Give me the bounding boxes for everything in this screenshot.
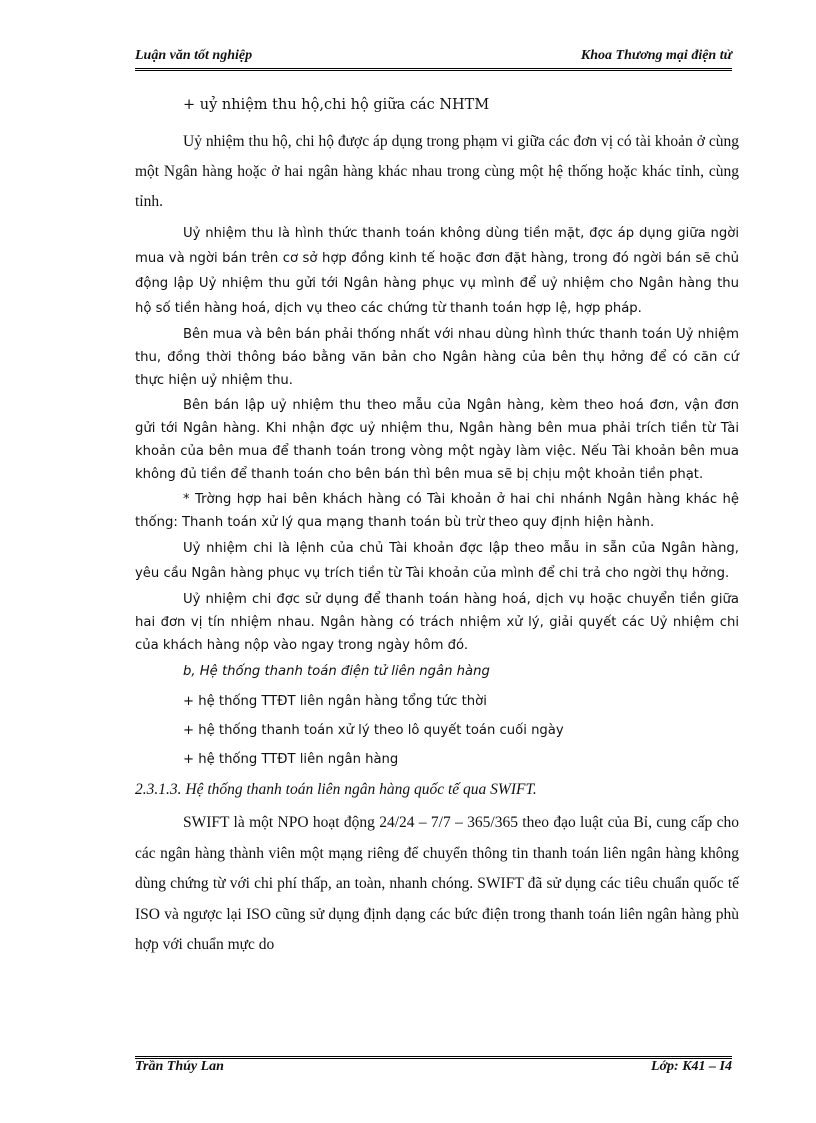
page-body	[135, 92, 739, 961]
page-header	[135, 48, 732, 70]
paragraph-collection-definition: Uỷ nhiệm thu là hình thức thanh toán không dùng tiền mặt, đợc áp dụng giữa ngời mua và ngời bán trên cơ sở hợp đồng kinh tế hoặc đơn đặt hàng, trong đó ngời bán sẽ chủ động lập Uỷ nhiệm thu gửi tới Ngân hàng phục vụ mình để uỷ nhiệm cho Ngân hàng thu hộ số tiền hàng hoá, dịch vụ theo các chứng từ thanh toán hợp lệ, hợp pháp.	[135, 226, 739, 316]
paragraph-collection-process: Bên bán lập uỷ nhiệm thu theo mẫu của Ngân hàng, kèm theo hoá đơn, vận đơn gửi tới Ngân hàng. Khi nhận đợc uỷ nhiệm thu, Ngân hàng bên mua phải trích tiền từ Tài khoản của bên mua để thanh toán trong vòng một ngày làm việc. Nếu Tài khoản bên mua không đủ tiền để thanh toán cho bên bán thì bên mua sẽ bị chịu một khoản tiền phạt.	[135, 398, 739, 482]
paragraph-payment-order-definition: Uỷ nhiệm chi là lệnh của chủ Tài khoản đợc lập theo mẫu in sẵn của Ngân hàng, yêu cầu Ngân hàng phục vụ trích tiền từ Tài khoản của mình để chi trả cho ngời thụ hởng.	[135, 541, 739, 581]
subsection-heading-b: b, Hệ thống thanh toán điện tử liên ngân hàng	[183, 664, 490, 679]
header-faculty: Khoa Thương mại điện tử	[580, 48, 732, 63]
paragraph-different-systems: * Trờng hợp hai bên khách hàng có Tài khoản ở hai chi nhánh Ngân hàng khác hệ thống: Thanh toán xử lý qua mạng thanh toán bù trừ theo quy định hiện hành.	[135, 492, 739, 530]
bullet-interbank-system: + hệ thống TTĐT liên ngân hàng	[183, 752, 399, 767]
bullet-batch-settlement: + hệ thống thanh toán xử lý theo lô quyết toán cuối ngày	[183, 723, 564, 738]
footer-author: Trần Thúy Lan	[135, 1059, 224, 1074]
bullet-collection-payment: + uỷ nhiệm thu hộ,chi hộ giữa các NHTM	[183, 97, 490, 113]
bullet-rtgs: + hệ thống TTĐT liên ngân hàng tổng tức thời	[183, 694, 487, 709]
paragraph-swift: SWIFT là một NPO hoạt động 24/24 – 7/7 – 365/365 theo đạo luật của Bỉ, cung cấp cho các ngân hàng thành viên một mạng riêng để chuyển thông tin thanh toán liên ngân hàng không dùng chứng từ với chi phí thấp, an toàn, nhanh chóng. SWIFT đã sử dụng các tiêu chuẩn quốc tế ISO và ngược lại ISO cũng sử dụng định dạng các bức điện trong thanh toán liên ngân hàng phù hợp với chuẩn mực do	[135, 814, 739, 953]
header-thesis-title: Luận văn tốt nghiệp	[135, 48, 253, 63]
paragraph-payment-order-usage: Uỷ nhiệm chi đợc sử dụng để thanh toán hàng hoá, dịch vụ hoặc chuyển tiền giữa hai đơn vị tín nhiệm nhau. Ngân hàng có trách nhiệm xử lý, giải quyết các Uỷ nhiệm chi của khách hàng nộp vào ngay trong ngày hôm đó.	[135, 592, 739, 653]
paragraph-collection-scope: Uỷ nhiệm thu hộ, chi hộ được áp dụng trong phạm vi giữa các đơn vị có tài khoản ở cùng một Ngân hàng hoặc ở hai ngân hàng khác nhau trong cùng một hệ thống hoặc khác tỉnh, cùng tỉnh.	[135, 133, 739, 210]
page-footer	[135, 1059, 732, 1081]
footer-class: Lớp: K41 – I4	[650, 1059, 732, 1074]
section-heading-2313: 2.3.1.3. Hệ thống thanh toán liên ngân hàng quốc tế qua SWIFT.	[135, 781, 537, 798]
paragraph-collection-agreement: Bên mua và bên bán phải thống nhất với nhau dùng hình thức thanh toán Uỷ nhiệm thu, đồng thời thông báo bằng văn bản cho Ngân hàng của bên thụ hởng để có căn cứ thực hiện uỷ nhiệm thu.	[135, 327, 739, 388]
header-rule	[135, 68, 732, 71]
